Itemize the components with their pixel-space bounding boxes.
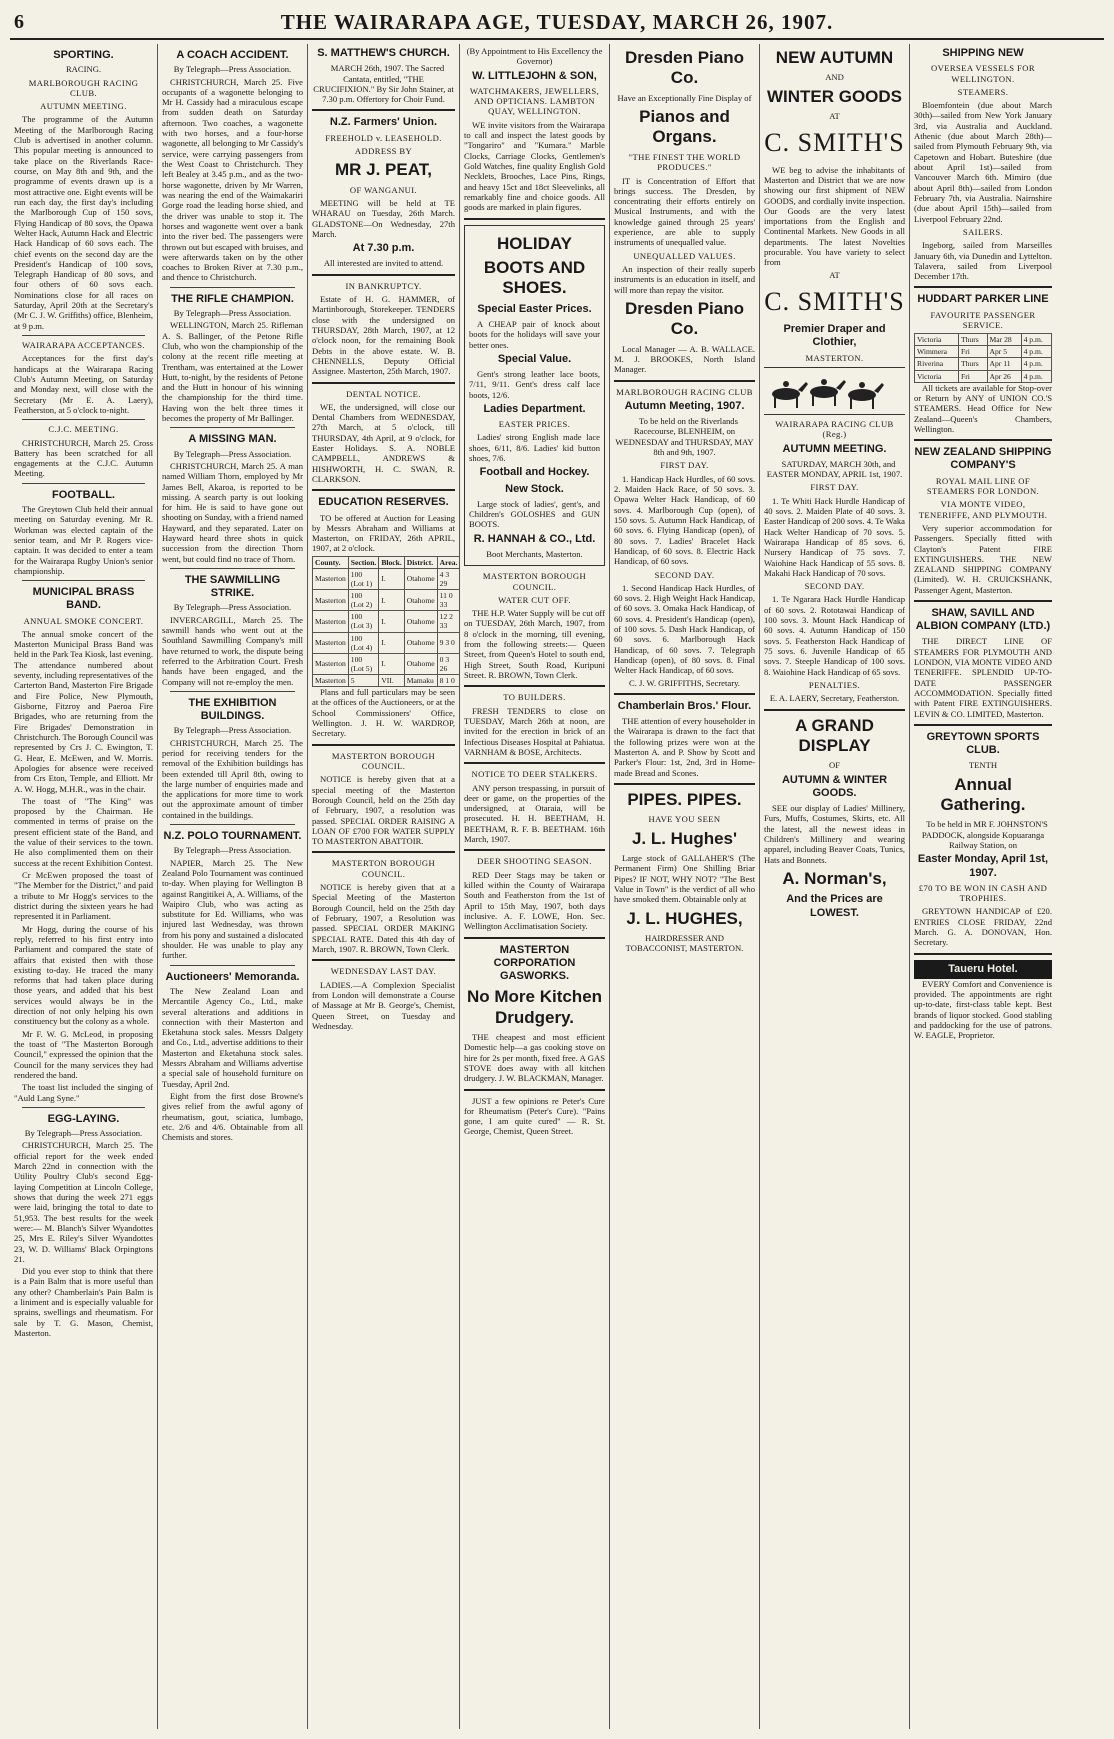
ad-subheading: Football and Hockey.: [479, 466, 590, 479]
article-body: Eight from the first dose Browne's gives relief from the awful agony of rheumatism, gout, sciatica, lumbago, etc. 2/6 and 4/6. Obtainable from all Chemists and stores.: [162, 1091, 303, 1143]
section-heading: SPORTING.: [53, 49, 114, 61]
section-heading: A MISSING MAN.: [188, 433, 277, 446]
article-body: Mr F. W. G. McLeod, in proposing the toast of "The Masterton Borough Council," expressed the opinion that the Council for the many services they had rendered the band.: [14, 1028, 153, 1080]
ad-body: To be held on the Riverlands Racecourse, BLENHEIM, on WEDNESDAY and THURSDAY, MAY 8th and 9th, 1907.: [615, 416, 754, 458]
table-cell: 100 (Lot 1): [348, 568, 379, 589]
ad-body: THE cheapest and most efficient Domestic help—a gas cooking stove on hire for 2s per month, fixed free. A GAS STOVE does away with all kitchen drudgery. J. W. BLACKMAN, Manager.: [464, 1031, 605, 1084]
wire-credit: By Telegraph—Press Association.: [173, 725, 292, 736]
ad-body: THE attention of every householder in the Wairarapa is drawn to the fact that the following prizes were won at the Masterton A. and P. Show by Scott and Parker's Flour: 1st, 2nd, 3rd in Home-made Bread and Scones.: [614, 716, 755, 778]
table-cell: 9 3 0: [437, 632, 460, 653]
ad-subtitle: WATCHMAKERS, JEWELLERS, AND OPTICIANS. LAMBTON QUAY, WELLINGTON.: [469, 85, 600, 117]
ad-title: MASTERTON BOROUGH COUNCIL.: [482, 571, 587, 592]
ad-text: ADDRESS BY: [354, 145, 413, 156]
ad-title: IN BANKRUPTCY.: [345, 280, 422, 291]
page-number: 6: [14, 11, 24, 33]
article-body: CHRISTCHURCH, March 25. Cross Battery has been scratched for all engagements at the C.J.C. Autumn Meeting.: [14, 437, 153, 479]
ad-text: MASTERTON.: [805, 352, 864, 363]
table-row: [313, 611, 460, 632]
masthead: [10, 8, 1104, 40]
section-heading: THE RIFLE CHAMPION.: [171, 292, 294, 305]
table-header-cell: Section.: [348, 556, 379, 568]
article-body: The annual smoke concert of the Masterton Municipal Brass Band was held in the Park Tea Kiosk, last evening. The attendance numbered about seventy, including representatives of the Carterton Band, Masterton Fire Brigade and Fire Police, New Plymouth, Gisborne, Fitzroy and Paeroa Fire Brigades, who are returning from the Fire Brigades' Demonstration in Christchurch. The Borough Council was represented by Crs J. C. Ewington, T. G. Hear, E. McEwen, and W. Morris. Apologies for absence were received from Crs Eton, Temple, and Elliott. Mr A. W. Hogg, M.H.R., was in the chair.: [14, 628, 153, 794]
wire-credit: By Telegraph—Press Association.: [173, 448, 292, 459]
ad-subheading: Ladies Department.: [483, 402, 586, 415]
ad-signature: C. J. W. GRIFFITHS, Secretary.: [629, 677, 740, 688]
table-cell: Mamaku: [404, 674, 437, 686]
ad-body: Gent's strong leather lace boots, 7/11, 9/11. Gent's dress calf lace boots, 12/6.: [469, 369, 600, 400]
article-body: The toast list included the singing of "Auld Lang Syne.": [14, 1082, 153, 1103]
wire-credit: By Telegraph—Press Association.: [24, 1128, 143, 1139]
racehorses-illustration: [764, 367, 905, 415]
section-heading: THE SAWMILLING STRIKE.: [184, 574, 281, 600]
ad-title: MASTERTON BOROUGH COUNCIL.: [331, 858, 436, 879]
race-day-heading: FIRST DAY.: [810, 482, 859, 493]
race-list: 1. Second Handicap Hack Hurdles, of 60 sovs. 2. High Weight Hack Handicap, of 60 sovs. 3. Omaka Hack Handicap, of 60 sovs. 4. President's Handicap (open), of 100 sovs. 5. Dash Hack Handicap, of 60 sovs. 6. Marlborough Hack Handicap, of 60 sovs. 7. Telegraph Handicap (open), of 80 sovs. 8. Final Welter Hack Handicap, of 60 sovs.: [614, 582, 755, 676]
table-cell: Otahome: [404, 653, 437, 674]
table-row: [915, 346, 1052, 358]
ad-tagline: Premier Draper and Clothier,: [783, 323, 886, 349]
ad-subheading: Special Easter Prices.: [477, 302, 592, 315]
table-cell: 4 3 29: [437, 568, 460, 589]
ad-signature: E. A. LAERY, Secretary, Featherston.: [769, 693, 900, 704]
ad-body: IT is Concentration of Effort that brings success. The Dresden, by concentrating their efforts entirely on Musical Instruments, and with the knowledge gained through 25 years' experience, are able to supply instruments of unequalled value.: [614, 175, 755, 248]
sailing-table: [914, 333, 1052, 382]
ad-title: DENTAL NOTICE.: [346, 388, 421, 399]
ad-title: PIPES. PIPES.: [627, 790, 742, 810]
ad-title: MASTERTON BOROUGH COUNCIL.: [331, 750, 436, 771]
article-body: Did you ever stop to think that there is a Pain Balm that is more useful than any other? Chamberlain's Pain Balm is a liniment and is especially valuable for sprains, swellings and rheumatism. For sale by T. G. Mason, Chemist, Masterton.: [14, 1266, 153, 1338]
wire-credit: By Telegraph—Press Association.: [173, 845, 292, 856]
table-row: [313, 590, 460, 611]
table-row: [915, 358, 1052, 370]
table-cell: Masterton: [313, 674, 349, 686]
race-list: 1. Te Ngarara Hack Hurdle Handicap of 60 sovs. 2. Rototawai Handicap of 100 sovs. 3. Mount Hack Handicap of 60 sovs. 4. Autumn Handicap of 150 sovs. 5. Featherston Hack Handicap of 75 sovs. 6. Juvenile Handicap of 65 sovs. 7. Steeple Handicap of 100 sovs. 8. Waiohine Hack Handicap of 65 sovs.: [764, 594, 905, 677]
ad-date: Easter Monday, April 1st, 1907.: [917, 853, 1049, 879]
table-cell: Fri: [959, 346, 988, 358]
ad-firm: J. L. HUGHES,: [626, 908, 743, 928]
ad-headline: Autumn Meeting, 1907.: [624, 399, 745, 412]
ad-body: Very superior accommodation for Passengers. Specially fitted with Clayton's Patent FIRE EXTINGUISHERS. THE NEW ZEALAND SHIPPING COMPANY (Limited). W. H. CRUICKSHANK, Passenger Agent, Masterton.: [914, 522, 1052, 595]
ad-title: SHAW, SAVILL AND ALBION COMPANY (LTD.): [915, 607, 1051, 633]
table-cell: Mar 28: [987, 334, 1021, 346]
ad-speaker: MR J. PEAT,: [335, 160, 432, 180]
article-body: CHRISTCHURCH, March 25. The period for receiving tenders for the removal of the Exhibition buildings has been extended till April 8th, owing to the large number of enquiries made and the applications for more time to work out the approximate amount of timber contained in the buildings.: [162, 737, 303, 820]
ad-firm: A. Norman's,: [782, 868, 887, 888]
article-body: The toast of "The King" was proposed by the Chairman. He commented in terms of praise on the present efficient state of the Band, and the value of their services to the town. He also complimented them on their success at the recent Exhibition Contest.: [14, 795, 153, 868]
ad-headline: No More Kitchen Drudgery.: [466, 987, 603, 1027]
ad-text: AND: [825, 72, 844, 83]
ad-text: (By Appointment to His Excellency the Governor): [466, 46, 603, 67]
race-day-heading: SECOND DAY.: [654, 569, 715, 580]
ad-subheading: UNEQUALLED VALUES.: [633, 250, 736, 261]
article-body: CHRISTCHURCH, March 25. Five occupants of a wagonette belonging to Mr H. Cassidy had a miraculous escape from sudden death on Saturday afternoon. Two coaches, a wagonette with two horses, and a four-horse wagonette, all belonging to Mr Cassidy's service, were carrying passengers from the West Coast to Christchurch. They left Bealey at 3.45 p.m., and as the two-horse wagonette, driven by Mr Warren, was nearing the end of the Waimakariri Gorge road the leading horse shied, and the driver was unable to stop it. The horses and wagonette went over a bank into the river bed. The passengers were thrown out but escaped with bruises, and were afterwards taken on by the other coaches to Broken River at 7.30 p.m., and thence to Christchurch.: [162, 76, 303, 283]
ad-body: Estate of H. G. HAMMER, of Martinborough, Storekeeper. TENDERS close with the undersigned on THURSDAY, 28th March, 1907, at 12 o'clock noon, for the remaining Book Debts in the above estate. W. B. CHENNELLS, Deputy Official Assignee. Masterton, 25th March, 1907.: [312, 294, 455, 377]
ad-headline: J. L. Hughes': [631, 828, 738, 848]
ad-title: A GRAND DISPLAY: [795, 715, 874, 755]
ad-subheading: Special Value.: [497, 352, 572, 365]
ad-subtitle: OVERSEA VESSELS FOR WELLINGTON.: [931, 63, 1035, 84]
table-cell: Otahome: [404, 590, 437, 611]
article-body: INVERCARGILL, March 25. The sawmill hands who went out at the Southland Sawmilling Company's mill have returned to work, the dispute being referred to the Arbitration Court. Fresh hands have been engaged, and the Company will not re-employ the men.: [162, 614, 303, 687]
ad-text: TENTH: [968, 760, 998, 771]
article-subtitle: ANNUAL SMOKE CONCERT.: [23, 615, 144, 626]
table-cell: Fri: [959, 370, 988, 382]
ad-title: NEW ZEALAND SHIPPING COMPANY'S: [914, 446, 1052, 472]
ad-prize: £70 TO BE WON IN CASH AND TROPHIES.: [918, 882, 1048, 904]
table-cell: Wimmera: [915, 346, 959, 358]
ad-text: AT: [829, 269, 840, 280]
ad-title: HUDDART PARKER LINE: [917, 293, 1049, 306]
ad-headline: Annual Gathering.: [940, 774, 1026, 815]
ad-subtitle: ROYAL MAIL LINE OF STEAMERS FOR LONDON.: [926, 475, 1040, 496]
table-cell: Victoria: [915, 334, 959, 346]
ad-body: A CHEAP pair of knock about boots for the holidays will save your better ones.: [469, 318, 600, 350]
table-header-cell: Area.: [437, 556, 460, 568]
ad-title: S. MATTHEW'S CHURCH.: [317, 47, 450, 59]
article-body: CHRISTCHURCH, March 25. A man named William Thorn, employed by Mr James Bell, Akaroa, is reported to be missing. A search party is out looking for him. He is said to have gone out shooting on Sunday, with a friend named Hayward, and they separated. Later on Hayward heard three shots in quick succession from the direction Thorn went, but could find no trace of Thorn.: [162, 460, 303, 564]
ad-body: WE invite visitors from the Wairarapa to call and inspect the latest goods by "Tongariro" and "Kumara." Marble Clocks, Carriage Clocks, Gentlemen's Gold Watches, fine quality English Gold Necklets, Brooches, Lace Pins, Rings, and heavy 15ct and 18ct Sleevelinks, all remarkably fine and choice goods. All goods are marked in plain figures.: [464, 119, 605, 213]
table-cell: I.: [379, 611, 404, 632]
section-heading: N.Z. POLO TOURNAMENT.: [163, 830, 302, 843]
table-header-row: [313, 556, 460, 568]
table-cell: VII.: [379, 674, 404, 686]
column-1: [10, 44, 158, 1729]
ad-body: RED Deer Stags may be taken or killed within the County of Wairarapa South and Featherston from the 1st of April to 15th May, 1907, both days inclusive. A. F. LOWE, Hon. Sec. Wellington Acclimatisation Society.: [464, 869, 605, 932]
table-header-cell: Block.: [379, 556, 404, 568]
table-cell: Otahome: [404, 611, 437, 632]
ad-title: AUTUMN & WINTER GOODS.: [781, 773, 888, 799]
ad-tagline: And the Prices are LOWEST.: [786, 893, 883, 919]
table-row: [313, 653, 460, 674]
table-row: [313, 674, 460, 686]
ad-body: Local Manager — A. B. WALLACE. M. J. BROOKES, North Island Manager.: [614, 343, 755, 375]
ad-firm: C. SMITH'S: [764, 287, 905, 317]
paper-title: THE WAIRARAPA AGE, TUESDAY, MARCH 26, 1907.: [280, 10, 834, 34]
ad-subtitle: WATER CUT OFF.: [498, 594, 571, 605]
section-heading: FOOTBALL.: [52, 488, 115, 501]
race-list: 1. Te Whiti Hack Hurdle Handicap of 40 sovs. 2. Maiden Plate of 40 sovs. 3. Easter Handicap of 200 sovs. 4. Te Waka Hack Welter Handicap of 70 sovs. 5. Wairarapa Handicap of 85 sovs. 6. Nursery Handicap of 75 sovs. 7. Waiohine Hack Handicap of 55 sovs. 8. Makahi Hack Handicap of 70 sovs.: [764, 495, 905, 578]
article-body: The Greytown Club held their annual meeting on Saturday evening. Mr R. Workman was elected captain of the senior team, and Mr P. Rogers vice-captain. It was decided to enter a team for the Wairarapa Rugby Union's senior championship.: [14, 503, 153, 576]
ad-title: W. LITTLEJOHN & SON,: [472, 69, 597, 82]
table-cell: 4 p.m.: [1021, 370, 1051, 382]
table-cell: Masterton: [313, 653, 349, 674]
ad-title: DEER SHOOTING SEASON.: [477, 856, 592, 867]
table-cell: 4 p.m.: [1021, 346, 1051, 358]
table-cell: Victoria: [915, 370, 959, 382]
table-cell: I.: [379, 568, 404, 589]
ad-body: Ingeborg, sailed from Marseilles January 6th, via Dunedin and Lyttelton. Talavera, sailed from Liverpool December 17th.: [914, 240, 1052, 282]
ad-text: Have an Exceptionally Fine Display of: [617, 92, 752, 103]
wire-credit: By Telegraph—Press Association.: [173, 602, 292, 613]
ad-title: HOLIDAY: [497, 233, 572, 253]
article-body: The programme of the Autumn Meeting of the Marlborough Racing Club is advertised in another column. This popular meeting is announced to take place on the Riverlands Race-course, on May 8th and 9th, and the programme of events drawn up is a most attractive one. Eight events will be run each day, the first day's including the Marlborough Cup of 150 sovs, Flying Handicap of 80 sovs, the Opawa Welter Hack, Autumn Hack and Electric Hack Handicap of 60 sovs each. The chief events on the second day are the President's Handicap of 100 sovs, Telegraph Handicap of 80 sovs, and four others of 60 sovs each. Nominations close for all races on Saturday, April 20th at the Secretary's (Mr C. J. W. Griffiths) office, Blenheim, at 9 p.m.: [14, 114, 153, 331]
column-4: [460, 44, 610, 1729]
ad-subtitle: VIA MONTE VIDEO, TENERIFFE, AND PLYMOUTH.: [918, 499, 1048, 520]
table-header-cell: County.: [313, 556, 349, 568]
ad-body: GREYTOWN HANDICAP of £20. ENTRIES CLOSE FRIDAY, 22nd March. G. A. DONOVAN, Hon. Secretary.: [914, 906, 1052, 948]
table-cell: 4 p.m.: [1021, 358, 1051, 370]
table-row: [313, 568, 460, 589]
article-subtitle: AUTUMN MEETING.: [40, 101, 127, 112]
section-heading: Auctioneers' Memoranda.: [165, 970, 300, 983]
ad-title: MASTERTON CORPORATION GASWORKS.: [493, 943, 576, 982]
ad-headline: Pianos and Organs.: [639, 107, 730, 147]
table-cell: I.: [379, 590, 404, 611]
section-heading: MUNICIPAL BRASS BAND.: [32, 586, 135, 612]
holiday-boots-ad: [464, 225, 605, 567]
table-cell: Otahome: [404, 632, 437, 653]
ad-title: EDUCATION RESERVES.: [318, 496, 449, 509]
table-cell: 100 (Lot 2): [348, 590, 379, 611]
ad-headline: AUTUMN MEETING.: [782, 442, 887, 455]
ad-body: SEE our display of Ladies' Millinery, Furs, Muffs, Costumes, Skirts, etc. All the latest, all the newest ideas in Children's Millinery and wearing apparel, including Beaver Coats, Tunics, Hats and Bonnets.: [764, 803, 905, 865]
ad-subheading: PENALTIES.: [808, 679, 861, 690]
table-body: [313, 568, 460, 686]
table-cell: 100 (Lot 5): [348, 653, 379, 674]
ad-subheading: New Stock.: [505, 482, 564, 495]
table-cell: Masterton: [313, 568, 349, 589]
ad-body: THE DIRECT LINE OF STEAMERS FOR PLYMOUTH AND LONDON, VIA MONTE VIDEO AND TENERIFFE. SPLENDID UP-TO-DATE PASSENGER ACCOMMODATION. Specially fitted with Patent FIRE EXTINGUISHERS. LEVIN & CO. LIMITED, Masterton.: [914, 636, 1052, 719]
table-cell: 5: [348, 674, 379, 686]
ad-body: An inspection of their really superb instruments is an education in itself, and will more than repay the visitor.: [614, 264, 755, 295]
table-row: [313, 632, 460, 653]
column-6: [760, 44, 910, 1729]
ad-title: SHIPPING NEW: [942, 47, 1024, 59]
table-cell: Apr 5: [987, 346, 1021, 358]
ad-subtitle: FREEHOLD v. LEASEHOLD.: [325, 132, 442, 143]
ad-title: WINTER GOODS: [766, 86, 903, 106]
ad-subheading: STEAMERS.: [957, 86, 1009, 97]
ad-firm: Dresden Piano Co.: [624, 298, 745, 339]
ad-body: THE H.P. Water Supply will be cut off on TUESDAY, 26th March, 1907, from 8 o'clock in the morning, till evening, from the following streets:— Queen Street, from Queen's Hotel to south end, High Street, South Road, Kuripuni Street. R. BROWN, Town Clerk.: [464, 608, 605, 681]
table-cell: I.: [379, 632, 404, 653]
column-3: [308, 44, 460, 1729]
table-cell: 100 (Lot 3): [348, 611, 379, 632]
table-cell: Masterton: [313, 590, 349, 611]
race-list: 1. Handicap Hack Hurdles, of 60 sovs. 2. Maiden Hack Race, of 50 sovs. 3. Opawa Welter Hack Handicap, of 60 sovs. 4. Marlborough Cup (open), of 150 sovs. 5. Autumn Hack Handicap, of 60 sovs. 6. Flying Handicap (open), of 80 sovs. 7. Ladies' Bracelet Hack Handicap, of 60 sovs. 8. Electric Hack Handicap, of 60 sovs.: [614, 473, 755, 567]
ad-text: All interested are invited to attend.: [323, 258, 444, 269]
article-body: WELLINGTON, March 25. Rifleman A. S. Ballinger, of the Petone Rifle Club, who won the championship of the colony at the recent rifle meeting at Trentham, was entertained at the Lower Hutt, to-night, by the residents of Petone and the Hutt in honour of his winning the championship for the third time. Having won the belt three times it becomes the property of Mr Ballinger.: [162, 320, 303, 424]
table-cell: 4 p.m.: [1021, 334, 1051, 346]
ad-body: Plans and full particulars may be seen at the offices of the Auctioneers, or at the School Commissioners' Office, Wellington. J. H. W. WARDROP, Secretary.: [312, 687, 455, 739]
table-cell: 11 0 33: [437, 590, 460, 611]
wire-credit: By Telegraph—Press Association.: [173, 64, 292, 75]
ad-body: JUST a few opinions re Peter's Cure for Rheumatism (Peter's Cure). "Pains gone, I am quite cured" — R. St. George, Chemist, Queen Street.: [464, 1095, 605, 1137]
ad-title: MARLBOROUGH RACING CLUB: [616, 386, 753, 397]
ad-title: N.Z. Farmers' Union.: [329, 116, 438, 129]
table-row: [915, 370, 1052, 382]
ad-title: GREYTOWN SPORTS CLUB.: [926, 730, 1040, 757]
ad-text: OF: [829, 760, 840, 771]
table-cell: Masterton: [313, 611, 349, 632]
ad-title: NEW AUTUMN: [775, 48, 894, 67]
ad-body: Ladies' strong English made lace shoes, 6/11, 8/6. Ladies' kid button shoes, 7/6.: [469, 432, 600, 464]
table-cell: 100 (Lot 4): [348, 632, 379, 653]
ad-subtitle: FAVOURITE PASSENGER SERVICE.: [930, 309, 1036, 330]
table-cell: Masterton: [313, 632, 349, 653]
ad-body: FRESH TENDERS to close on TUESDAY, March 26th at noon, are invited for the erection in brick of an Infectious Diseases Hospital at Pahiatua. VARNHAM & BOSE, Architects.: [464, 705, 605, 757]
table-cell: Thurs: [959, 334, 988, 346]
article-body: NAPIER, March 25. The New Zealand Polo Tournament was continued to-day. When playing for Wellington B against Rangitikei A, A. Williams, of the Waipiro Club, who was acting as substitute for Ed. Williams, who was injured last Wednesday, was thrown from his pony and sustained a dislocated shoulder. He was unable to play any further.: [162, 857, 303, 961]
ad-time: At 7.30 p.m.: [352, 242, 415, 255]
article-title: WAIRARAPA ACCEPTANCES.: [22, 340, 145, 350]
table-header-cell: District.: [404, 556, 437, 568]
ad-text: Boot Merchants, Masterton.: [486, 548, 583, 559]
table-cell: Apr 26: [987, 370, 1021, 382]
ad-title: TO BUILDERS.: [503, 692, 566, 703]
column-7: [910, 44, 1056, 1729]
ad-title: NOTICE TO DEER STALKERS.: [471, 769, 598, 780]
ad-body: TO be offered at Auction for Leasing by Messrs Abraham and Williams at Masterton, on FRIDAY, 26th APRIL, 1907, at 2 o'clock.: [312, 512, 455, 554]
article-body: Mr Hogg, during the course of his reply, referred to his first entry into Parliament and compared the state of affairs that existed then with those existing to-day. He traced the many reforms that had taken place during those years, and added that his best services would always be in the direction of not only helping his own constituency but the colony as a whole.: [14, 923, 153, 1027]
ad-body: Large stock of GALLAHER'S (The Permanent Firm) One Shilling Briar Pipes? IF NOT, WHY NOT? "The Best Value in Town" is the verdict of all who have smoked them. Obtainable only at: [614, 853, 755, 905]
ad-body: LADIES.—A Complexion Specialist from London will demonstrate a Course of Massage at Mr B. George's, Chemist, Queen Street, on Tuesday and Wednesday.: [312, 979, 455, 1031]
ad-body: All tickets are available for Stop-over or Return by ANY of UNION CO.'S STEAMERS. Head Office for New Zealand—Queen's Chambers, Wellington.: [914, 382, 1052, 434]
section-heading: THE EXHIBITION BUILDINGS.: [188, 696, 277, 723]
ad-body: Bloemfontein (due about March 30th)—sailed from New York January 3rd, via Australia and Auckland. Athenic (due about March 28th)—sailed from Plymouth February 9th, via Capetown and Hobart. Buteshire (due about April 1st)—sailed from Vancouver March 6th. Mimiro (due about April 8th)—sailed from London February 7th, via Australia. Nairnshire (due about April 15th)—sailed from Liverpool February 22nd.: [914, 100, 1052, 224]
wire-credit: By Telegraph—Press Association.: [173, 307, 292, 318]
table-cell: Thurs: [959, 358, 988, 370]
ad-text: EASTER PRICES.: [498, 419, 571, 430]
article-body: Acceptances for the first day's handicaps at the Wairarapa Racing Club's Autumn Meeting, on Saturday and Monday next, will close with the Secretary (Mr E. A. Laery), Featherston, at 5 o'clock to-night.: [14, 353, 153, 415]
ad-subtitle: HAVE YOU SEEN: [648, 814, 721, 825]
ad-firm: R. HANNAH & CO., Ltd.: [473, 532, 596, 545]
article-title: MARLBOROUGH RACING CLUB.: [28, 77, 139, 98]
article-body: The New Zealand Loan and Mercantile Agency Co., Ltd., make several alterations and additions in connection with their Masterton and Eketahuna stock sales. Messrs Dalgety and Co., Ltd., advertise additions to their Masterton and Eketahuna stock sales. Messrs Abraham and Williams advertise a special sale of household furniture on Tuesday, April 2nd.: [162, 985, 303, 1089]
table-cell: Apr 11: [987, 358, 1021, 370]
table-cell: Otahome: [404, 568, 437, 589]
ad-title: Taueru Hotel.: [914, 960, 1052, 979]
article-body: Cr McEwen proposed the toast of "The Member for the District," and paid a tribute to Mr Hogg's services to the district during the sixteen years he had represented it in Parliament.: [14, 870, 153, 922]
ad-firm: C. SMITH'S: [764, 128, 905, 158]
ad-title: WEDNESDAY LAST DAY.: [330, 966, 437, 977]
ad-body: MEETING will be held at TE WHARAU on Tuesday, 26th March. GLADSTONE—On Wednesday, 27th March.: [312, 197, 455, 239]
ad-tagline: "THE FINEST THE WORLD PRODUCES.": [628, 151, 741, 173]
ad-body: WE beg to advise the inhabitants of Masterton and District that we are now showing our first shipment of NEW GOODS, and cordially invite inspection. Our Goods are the very latest importations from the English and Continental Markets. New Goods in all departments. The latest Novelties procurable. You have variety to select from: [764, 164, 905, 268]
table-cell: Riverina: [915, 358, 959, 370]
ad-title: Chamberlain Bros.' Flour.: [617, 699, 752, 712]
ad-body: EVERY Comfort and Convenience is provided. The appointments are right up-to-date, first-class table kept. Best brands of liquor stocked. Good stabling and paddocking for the use of patrons. W. EAGLE, Proprietor.: [914, 978, 1052, 1041]
table-row: [915, 334, 1052, 346]
column-2: [158, 44, 308, 1729]
ad-text: HAIRDRESSER AND TOBACCONIST, MASTERTON.: [625, 933, 744, 954]
article-title: C.J.C. MEETING.: [48, 424, 119, 435]
ad-body: MARCH 26th, 1907. The Sacred Cantata, entitled, "THE CRUCIFIXION." By Sir John Stainer, at 7.30 p.m. Offertory for Choir Fund.: [313, 63, 454, 105]
section-heading: A COACH ACCIDENT.: [176, 49, 289, 61]
ad-title: BOOTS AND SHOES.: [483, 257, 586, 298]
ad-body: SATURDAY, MARCH 30th, and EASTER MONDAY, APRIL 1st, 1907.: [766, 458, 903, 480]
table-cell: 12 2 33: [437, 611, 460, 632]
table-body: [915, 334, 1052, 382]
ad-body: NOTICE is hereby given that at a special meeting of the Masterton Borough Council, held on the 25th day of February, 1907, a resolution was passed. SPECIAL ORDER RAISING A LOAN OF £700 FOR WATER SUPPLY TO MASTERTON ABATTOIR.: [312, 774, 455, 847]
article-body: CHRISTCHURCH, March 25. The official report for the week ended March 22nd in connection with the Utility Poultry Club's second Egg-laying Competition at Lincoln College, shows that during the week 271 eggs were laid, bringing the total to date to 51,953. The best results for the week were:— M. Blanch's Silver Wyandottes 25, Mrs E. Riley's Silver Wyandottes 23, W. D. Williams' Black Orpingtons 21.: [14, 1140, 153, 1264]
column-5: [610, 44, 760, 1729]
ad-text: OF WANGANUI.: [349, 184, 418, 195]
ad-title: Dresden Piano Co.: [624, 48, 745, 88]
ad-body: Large stock of ladies', gent's, and Children's GOLOSHES and GUN BOOTS.: [469, 498, 600, 530]
ad-title: WAIRARAPA RACING CLUB (Reg.): [775, 418, 894, 440]
ad-body: ANY person trespassing, in pursuit of deer or game, on the properties of the undersigned, at Otaraia, will be prosecuted. H. H. BEETHAM, H. BEETHAM, R. F. B. BEETHAM. 16th March, 1907.: [464, 782, 605, 845]
sub-heading: RACING.: [65, 64, 102, 75]
reserves-table: [312, 556, 460, 687]
ad-body: NOTICE is hereby given that at a Special Meeting of the Masterton Borough Council, held on the 25th day of February, 1907, a Resolution was passed. SPECIAL ORDER MAKING SPECIAL RATE. Dated this 4th day of March, 1907. R. BROWN, Town Clerk.: [312, 882, 455, 954]
table-cell: I.: [379, 653, 404, 674]
columns: [10, 44, 1104, 1729]
table-cell: 8 1 0: [437, 674, 460, 686]
ad-body: To be held in MR F. JOHNSTON'S PADDOCK, alongside Kopuaranga Railway Station, on: [921, 819, 1048, 851]
ad-text: AT: [829, 111, 840, 122]
table-cell: 0 3 26: [437, 653, 460, 674]
ad-subheading: SAILERS.: [962, 226, 1004, 237]
ad-body: WE, the undersigned, will close our Dental Chambers from WEDNESDAY, 27th March, at 5 o'clock, till THURSDAY, 4th April, at 9 o'clock, for Easter Holidays. S. A. NOBLE CAMPBELL, ANDREWS & HISHWORTH, H. C. SWAN, R. CLARKSON.: [312, 401, 455, 485]
section-heading: EGG-LAYING.: [47, 1112, 120, 1125]
race-day-heading: SECOND DAY.: [804, 581, 865, 592]
race-day-heading: FIRST DAY.: [660, 460, 709, 471]
